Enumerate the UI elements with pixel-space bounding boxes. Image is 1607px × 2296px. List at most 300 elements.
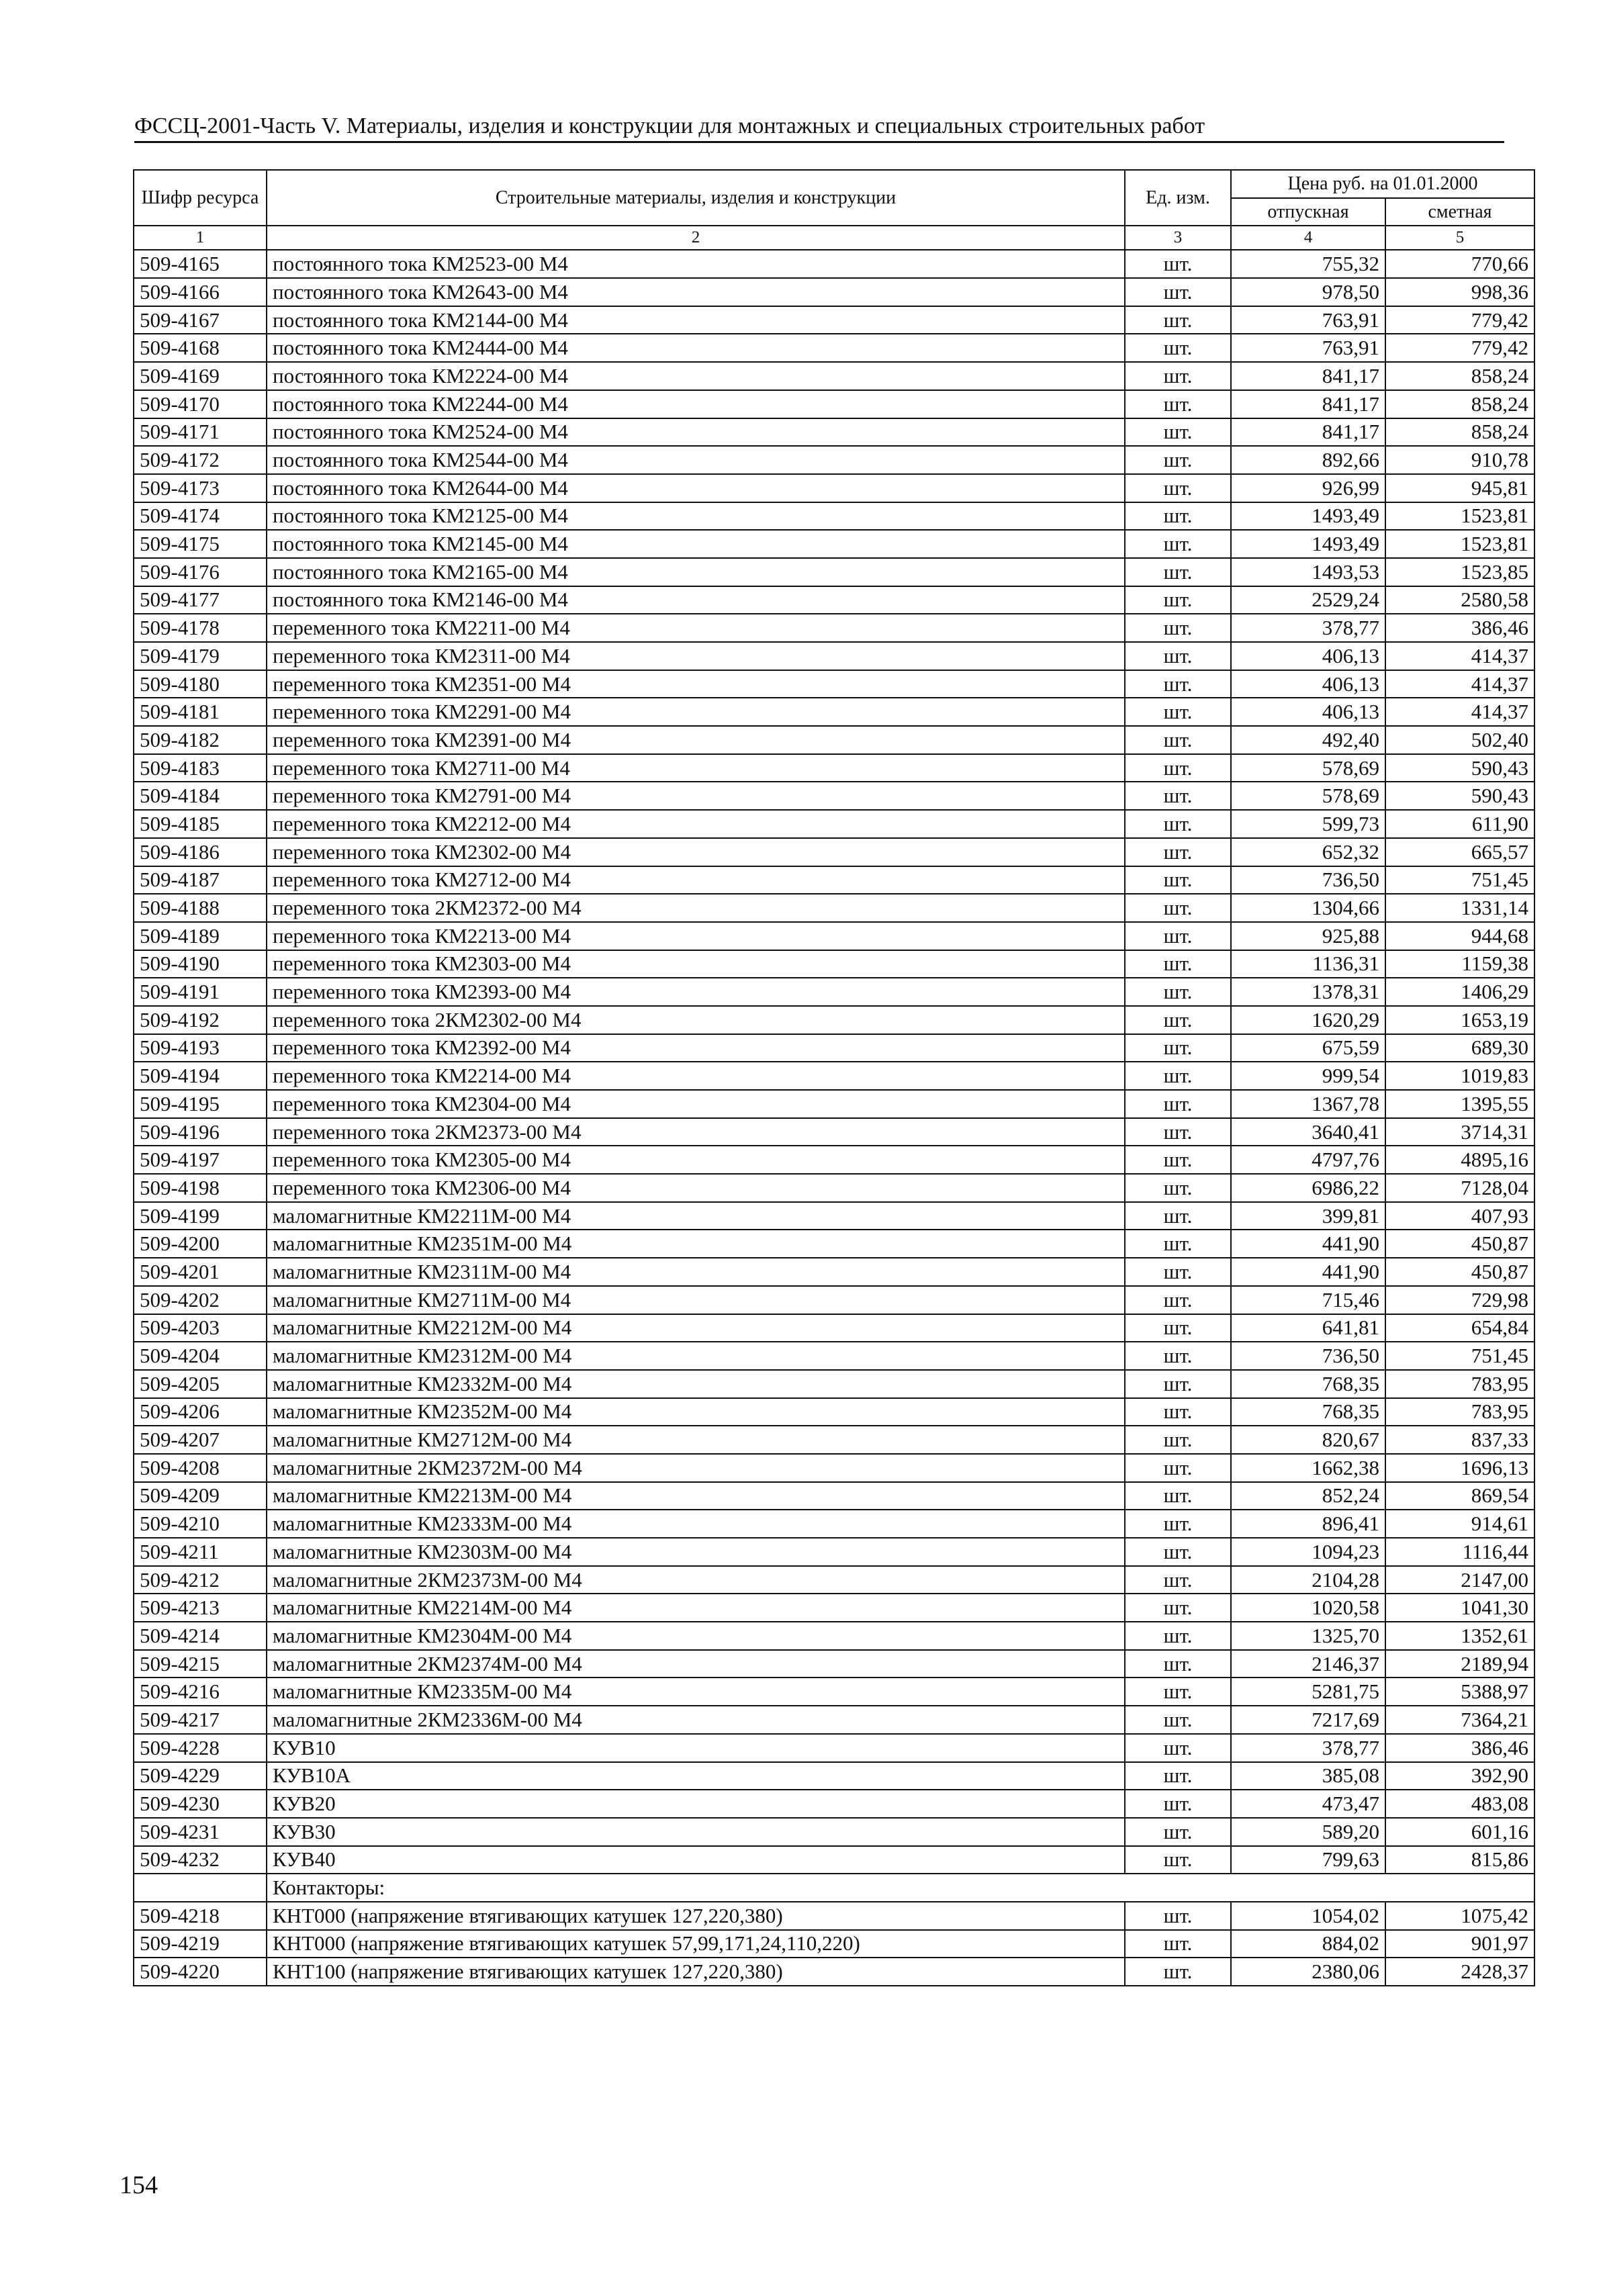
estimate-price-cell: 386,46 xyxy=(1385,614,1534,642)
page-number: 154 xyxy=(120,2171,158,2199)
estimate-price-cell: 502,40 xyxy=(1385,726,1534,754)
resource-code-cell: 509-4170 xyxy=(134,390,267,418)
material-name-cell: маломагнитные 2КМ2374М-00 М4 xyxy=(267,1650,1125,1678)
estimate-price-cell: 483,08 xyxy=(1385,1790,1534,1818)
estimate-price-cell: 3714,31 xyxy=(1385,1118,1534,1146)
release-price-cell: 2380,06 xyxy=(1231,1958,1385,1986)
release-price-cell: 589,20 xyxy=(1231,1818,1385,1846)
estimate-price-cell: 783,95 xyxy=(1385,1398,1534,1426)
resource-code-cell: 509-4230 xyxy=(134,1790,267,1818)
release-price-cell: 578,69 xyxy=(1231,754,1385,782)
release-price-cell: 399,81 xyxy=(1231,1202,1385,1230)
estimate-price-cell: 7364,21 xyxy=(1385,1706,1534,1734)
material-name-cell: маломагнитные 2КМ2336М-00 М4 xyxy=(267,1706,1125,1734)
table-row xyxy=(134,334,1534,362)
estimate-price-cell: 869,54 xyxy=(1385,1482,1534,1510)
unit-cell: шт. xyxy=(1125,1930,1231,1958)
release-price-cell: 841,17 xyxy=(1231,362,1385,390)
column-number: 3 xyxy=(1125,226,1231,250)
release-price-cell: 884,02 xyxy=(1231,1930,1385,1958)
release-price-cell: 799,63 xyxy=(1231,1846,1385,1874)
estimate-price-cell: 1523,81 xyxy=(1385,530,1534,558)
unit-cell: шт. xyxy=(1125,782,1231,810)
estimate-price-cell: 7128,04 xyxy=(1385,1174,1534,1202)
table-row xyxy=(134,1426,1534,1454)
material-name-cell: маломагнитные КМ2332М-00 М4 xyxy=(267,1370,1125,1398)
resource-code-cell: 509-4184 xyxy=(134,782,267,810)
material-name-cell: переменного тока 2КМ2373-00 М4 xyxy=(267,1118,1125,1146)
table-row xyxy=(134,1174,1534,1202)
release-price-cell: 1325,70 xyxy=(1231,1622,1385,1650)
material-name-cell: постоянного тока КМ2524-00 М4 xyxy=(267,418,1125,447)
resource-code-cell: 509-4185 xyxy=(134,810,267,838)
estimate-price-cell: 2580,58 xyxy=(1385,586,1534,614)
estimate-price-cell: 1019,83 xyxy=(1385,1062,1534,1090)
material-name-cell: переменного тока КМ2711-00 М4 xyxy=(267,754,1125,782)
table-row xyxy=(134,1006,1534,1034)
unit-cell: шт. xyxy=(1125,1174,1231,1202)
release-price-cell: 378,77 xyxy=(1231,1734,1385,1762)
estimate-price-cell: 450,87 xyxy=(1385,1230,1534,1258)
release-price-cell: 896,41 xyxy=(1231,1510,1385,1538)
release-price-cell: 473,47 xyxy=(1231,1790,1385,1818)
section-title: Контакторы: xyxy=(267,1874,1534,1902)
resource-code-cell: 509-4192 xyxy=(134,1006,267,1034)
table-row xyxy=(134,1286,1534,1314)
unit-cell: шт. xyxy=(1125,1118,1231,1146)
table-row xyxy=(134,1566,1534,1594)
table-row xyxy=(134,1034,1534,1062)
estimate-price-cell: 5388,97 xyxy=(1385,1678,1534,1706)
release-price-cell: 925,88 xyxy=(1231,922,1385,950)
estimate-price-cell: 611,90 xyxy=(1385,810,1534,838)
material-name-cell: переменного тока КМ2211-00 М4 xyxy=(267,614,1125,642)
unit-cell: шт. xyxy=(1125,1202,1231,1230)
resource-code-cell: 509-4174 xyxy=(134,502,267,531)
table-row xyxy=(134,1510,1534,1538)
resource-code-cell: 509-4216 xyxy=(134,1678,267,1706)
material-name-cell: постоянного тока КМ2544-00 М4 xyxy=(267,446,1125,474)
table-row xyxy=(134,754,1534,782)
release-price-cell: 715,46 xyxy=(1231,1286,1385,1314)
estimate-price-cell: 1696,13 xyxy=(1385,1454,1534,1482)
material-name-cell: постоянного тока КМ2145-00 М4 xyxy=(267,530,1125,558)
material-name-cell: маломагнитные КМ2352М-00 М4 xyxy=(267,1398,1125,1426)
column-number: 1 xyxy=(134,226,267,250)
unit-cell: шт. xyxy=(1125,446,1231,474)
table-row xyxy=(134,1370,1534,1398)
material-name-cell: переменного тока КМ2302-00 М4 xyxy=(267,838,1125,866)
table-row xyxy=(134,1734,1534,1762)
estimate-price-cell: 858,24 xyxy=(1385,362,1534,390)
unit-cell: шт. xyxy=(1125,418,1231,447)
unit-cell: шт. xyxy=(1125,978,1231,1006)
release-price-cell: 841,17 xyxy=(1231,418,1385,447)
unit-cell: шт. xyxy=(1125,950,1231,978)
release-price-cell: 599,73 xyxy=(1231,810,1385,838)
table-row xyxy=(134,362,1534,390)
material-name-cell: переменного тока КМ2791-00 М4 xyxy=(267,782,1125,810)
release-price-cell: 1493,53 xyxy=(1231,558,1385,586)
release-price-cell: 492,40 xyxy=(1231,726,1385,754)
resource-code-cell: 509-4212 xyxy=(134,1566,267,1594)
release-price-cell: 768,35 xyxy=(1231,1370,1385,1398)
table-row xyxy=(134,950,1534,978)
table-row xyxy=(134,1818,1534,1846)
unit-cell: шт. xyxy=(1125,698,1231,726)
unit-cell: шт. xyxy=(1125,1566,1231,1594)
resource-code-cell: 509-4196 xyxy=(134,1118,267,1146)
resource-code-cell: 509-4198 xyxy=(134,1174,267,1202)
estimate-price-cell: 407,93 xyxy=(1385,1202,1534,1230)
resource-code-cell: 509-4220 xyxy=(134,1958,267,1986)
estimate-price-cell: 901,97 xyxy=(1385,1930,1534,1958)
resource-code-cell: 509-4218 xyxy=(134,1902,267,1930)
unit-cell: шт. xyxy=(1125,1398,1231,1426)
unit-cell: шт. xyxy=(1125,530,1231,558)
section-spacer xyxy=(134,1874,267,1902)
estimate-price-cell: 590,43 xyxy=(1385,782,1534,810)
resource-code-cell: 509-4177 xyxy=(134,586,267,614)
resource-code-cell: 509-4219 xyxy=(134,1930,267,1958)
release-price-cell: 675,59 xyxy=(1231,1034,1385,1062)
estimate-price-cell: 1653,19 xyxy=(1385,1006,1534,1034)
table-row xyxy=(134,418,1534,447)
release-price-cell: 2529,24 xyxy=(1231,586,1385,614)
unit-cell: шт. xyxy=(1125,1678,1231,1706)
material-name-cell: маломагнитные КМ2335М-00 М4 xyxy=(267,1678,1125,1706)
table-row xyxy=(134,1538,1534,1566)
estimate-price-cell: 1352,61 xyxy=(1385,1622,1534,1650)
unit-cell: шт. xyxy=(1125,1230,1231,1258)
resource-code-cell: 509-4180 xyxy=(134,670,267,698)
estimate-price-cell: 770,66 xyxy=(1385,250,1534,278)
table-row xyxy=(134,1258,1534,1286)
resource-code-cell: 509-4214 xyxy=(134,1622,267,1650)
estimate-price-cell: 998,36 xyxy=(1385,278,1534,306)
resource-code-cell: 509-4202 xyxy=(134,1286,267,1314)
material-name-cell: КУВ10А xyxy=(267,1762,1125,1790)
table-row xyxy=(134,642,1534,670)
estimate-price-cell: 654,84 xyxy=(1385,1314,1534,1342)
unit-cell: шт. xyxy=(1125,642,1231,670)
resource-code-cell: 509-4183 xyxy=(134,754,267,782)
material-name-cell: КНТ000 (напряжение втягивающих катушек 127,220,380) xyxy=(267,1902,1125,1930)
unit-cell: шт. xyxy=(1125,390,1231,418)
material-name-cell: переменного тока 2КМ2372-00 М4 xyxy=(267,894,1125,922)
material-name-cell: постоянного тока КМ2224-00 М4 xyxy=(267,362,1125,390)
material-name-cell: переменного тока КМ2393-00 М4 xyxy=(267,978,1125,1006)
table-row xyxy=(134,1454,1534,1482)
estimate-price-cell: 392,90 xyxy=(1385,1762,1534,1790)
unit-cell: шт. xyxy=(1125,1314,1231,1342)
table-row xyxy=(134,1090,1534,1118)
unit-cell: шт. xyxy=(1125,838,1231,866)
table-row xyxy=(134,530,1534,558)
unit-cell: шт. xyxy=(1125,1790,1231,1818)
table-row xyxy=(134,1398,1534,1426)
release-price-cell: 1054,02 xyxy=(1231,1902,1385,1930)
unit-cell: шт. xyxy=(1125,1146,1231,1174)
material-name-cell: маломагнитные КМ2351М-00 М4 xyxy=(267,1230,1125,1258)
table-row xyxy=(134,1314,1534,1342)
estimate-price-cell: 2147,00 xyxy=(1385,1566,1534,1594)
table-row xyxy=(134,390,1534,418)
header-rule xyxy=(134,141,1504,143)
material-name-cell: постоянного тока КМ2523-00 М4 xyxy=(267,250,1125,278)
release-price-cell: 641,81 xyxy=(1231,1314,1385,1342)
release-price-cell: 755,32 xyxy=(1231,250,1385,278)
material-name-cell: маломагнитные КМ2304М-00 М4 xyxy=(267,1622,1125,1650)
release-price-cell: 2146,37 xyxy=(1231,1650,1385,1678)
header-code: Шифр ресурса xyxy=(134,170,267,226)
resource-code-cell: 509-4203 xyxy=(134,1314,267,1342)
resource-code-cell: 509-4199 xyxy=(134,1202,267,1230)
material-name-cell: КУВ20 xyxy=(267,1790,1125,1818)
resource-code-cell: 509-4179 xyxy=(134,642,267,670)
material-name-cell: маломагнитные 2КМ2373М-00 М4 xyxy=(267,1566,1125,1594)
column-number: 2 xyxy=(267,226,1125,250)
material-name-cell: постоянного тока КМ2444-00 М4 xyxy=(267,334,1125,362)
table-row xyxy=(134,306,1534,334)
estimate-price-cell: 1116,44 xyxy=(1385,1538,1534,1566)
resource-code-cell: 509-4166 xyxy=(134,278,267,306)
resource-code-cell: 509-4168 xyxy=(134,334,267,362)
table-row xyxy=(134,726,1534,754)
resource-code-cell: 509-4231 xyxy=(134,1818,267,1846)
header-name: Строительные материалы, изделия и конструкции xyxy=(267,170,1125,226)
release-price-cell: 999,54 xyxy=(1231,1062,1385,1090)
estimate-price-cell: 729,98 xyxy=(1385,1286,1534,1314)
material-name-cell: постоянного тока КМ2643-00 М4 xyxy=(267,278,1125,306)
unit-cell: шт. xyxy=(1125,1818,1231,1846)
unit-cell: шт. xyxy=(1125,1510,1231,1538)
resource-code-cell: 509-4176 xyxy=(134,558,267,586)
estimate-price-cell: 1041,30 xyxy=(1385,1594,1534,1622)
unit-cell: шт. xyxy=(1125,1090,1231,1118)
table-row xyxy=(134,1650,1534,1678)
release-price-cell: 1493,49 xyxy=(1231,530,1385,558)
resource-code-cell: 509-4211 xyxy=(134,1538,267,1566)
unit-cell: шт. xyxy=(1125,866,1231,894)
unit-cell: шт. xyxy=(1125,1258,1231,1286)
estimate-price-cell: 1395,55 xyxy=(1385,1090,1534,1118)
release-price-cell: 736,50 xyxy=(1231,1342,1385,1370)
resource-code-cell: 509-4209 xyxy=(134,1482,267,1510)
column-number: 4 xyxy=(1231,226,1385,250)
table-row xyxy=(134,838,1534,866)
table-row xyxy=(134,446,1534,474)
estimate-price-cell: 783,95 xyxy=(1385,1370,1534,1398)
resource-code-cell: 509-4188 xyxy=(134,894,267,922)
resource-code-cell: 509-4229 xyxy=(134,1762,267,1790)
estimate-price-cell: 665,57 xyxy=(1385,838,1534,866)
table-row xyxy=(134,698,1534,726)
resource-code-cell: 509-4208 xyxy=(134,1454,267,1482)
unit-cell: шт. xyxy=(1125,1958,1231,1986)
resource-code-cell: 509-4200 xyxy=(134,1230,267,1258)
table-row xyxy=(134,1202,1534,1230)
estimate-price-cell: 858,24 xyxy=(1385,418,1534,447)
release-price-cell: 441,90 xyxy=(1231,1230,1385,1258)
estimate-price-cell: 1159,38 xyxy=(1385,950,1534,978)
release-price-cell: 385,08 xyxy=(1231,1762,1385,1790)
estimate-price-cell: 779,42 xyxy=(1385,306,1534,334)
material-name-cell: маломагнитные КМ2303М-00 М4 xyxy=(267,1538,1125,1566)
resource-code-cell: 509-4175 xyxy=(134,530,267,558)
estimate-price-cell: 837,33 xyxy=(1385,1426,1534,1454)
table-row xyxy=(134,1594,1534,1622)
resource-code-cell: 509-4213 xyxy=(134,1594,267,1622)
material-name-cell: КУВ40 xyxy=(267,1846,1125,1874)
material-name-cell: переменного тока 2КМ2302-00 М4 xyxy=(267,1006,1125,1034)
resource-code-cell: 509-4215 xyxy=(134,1650,267,1678)
estimate-price-cell: 414,37 xyxy=(1385,670,1534,698)
page-header: ФССЦ-2001-Часть V. Материалы, изделия и конструкции для монтажных и специальных строительных работ xyxy=(134,113,1205,138)
resource-code-cell: 509-4165 xyxy=(134,250,267,278)
release-price-cell: 852,24 xyxy=(1231,1482,1385,1510)
unit-cell: шт. xyxy=(1125,1454,1231,1482)
table-row xyxy=(134,1482,1534,1510)
material-name-cell: маломагнитные КМ2211М-00 М4 xyxy=(267,1202,1125,1230)
table-row xyxy=(134,922,1534,950)
material-name-cell: переменного тока КМ2306-00 М4 xyxy=(267,1174,1125,1202)
estimate-price-cell: 945,81 xyxy=(1385,474,1534,502)
table-row xyxy=(134,558,1534,586)
material-name-cell: маломагнитные КМ2214М-00 М4 xyxy=(267,1594,1125,1622)
table-row xyxy=(134,1762,1534,1790)
resource-code-cell: 509-4167 xyxy=(134,306,267,334)
estimate-price-cell: 1406,29 xyxy=(1385,978,1534,1006)
material-name-cell: переменного тока КМ2305-00 М4 xyxy=(267,1146,1125,1174)
material-name-cell: переменного тока КМ2351-00 М4 xyxy=(267,670,1125,698)
release-price-cell: 1020,58 xyxy=(1231,1594,1385,1622)
unit-cell: шт. xyxy=(1125,306,1231,334)
unit-cell: шт. xyxy=(1125,1482,1231,1510)
release-price-cell: 736,50 xyxy=(1231,866,1385,894)
material-name-cell: переменного тока КМ2303-00 М4 xyxy=(267,950,1125,978)
release-price-cell: 841,17 xyxy=(1231,390,1385,418)
unit-cell: шт. xyxy=(1125,614,1231,642)
resource-code-cell: 509-4181 xyxy=(134,698,267,726)
estimate-price-cell: 914,61 xyxy=(1385,1510,1534,1538)
unit-cell: шт. xyxy=(1125,474,1231,502)
estimate-price-cell: 2189,94 xyxy=(1385,1650,1534,1678)
release-price-cell: 763,91 xyxy=(1231,306,1385,334)
material-name-cell: маломагнитные КМ2213М-00 М4 xyxy=(267,1482,1125,1510)
table-row xyxy=(134,1118,1534,1146)
estimate-price-cell: 689,30 xyxy=(1385,1034,1534,1062)
section-row xyxy=(134,1874,1534,1902)
resource-code-cell: 509-4193 xyxy=(134,1034,267,1062)
table-row xyxy=(134,1930,1534,1958)
release-price-cell: 978,50 xyxy=(1231,278,1385,306)
estimate-price-cell: 414,37 xyxy=(1385,698,1534,726)
unit-cell: шт. xyxy=(1125,278,1231,306)
estimate-price-cell: 601,16 xyxy=(1385,1818,1534,1846)
material-name-cell: переменного тока КМ2304-00 М4 xyxy=(267,1090,1125,1118)
table-row xyxy=(134,1062,1534,1090)
release-price-cell: 763,91 xyxy=(1231,334,1385,362)
table-row xyxy=(134,1706,1534,1734)
unit-cell: шт. xyxy=(1125,250,1231,278)
unit-cell: шт. xyxy=(1125,502,1231,531)
table-row xyxy=(134,782,1534,810)
unit-cell: шт. xyxy=(1125,1762,1231,1790)
material-name-cell: КНТ000 (напряжение втягивающих катушек 57,99,171,24,110,220) xyxy=(267,1930,1125,1958)
resource-code-cell: 509-4191 xyxy=(134,978,267,1006)
unit-cell: шт. xyxy=(1125,1622,1231,1650)
material-name-cell: переменного тока КМ2212-00 М4 xyxy=(267,810,1125,838)
unit-cell: шт. xyxy=(1125,1538,1231,1566)
table-row xyxy=(134,614,1534,642)
resource-code-cell: 509-4195 xyxy=(134,1090,267,1118)
resource-code-cell: 509-4228 xyxy=(134,1734,267,1762)
release-price-cell: 2104,28 xyxy=(1231,1566,1385,1594)
material-name-cell: маломагнитные КМ2311М-00 М4 xyxy=(267,1258,1125,1286)
estimate-price-cell: 944,68 xyxy=(1385,922,1534,950)
unit-cell: шт. xyxy=(1125,1286,1231,1314)
estimate-price-cell: 1331,14 xyxy=(1385,894,1534,922)
resource-code-cell: 509-4210 xyxy=(134,1510,267,1538)
release-price-cell: 1367,78 xyxy=(1231,1090,1385,1118)
table-row xyxy=(134,1622,1534,1650)
resource-code-cell: 509-4206 xyxy=(134,1398,267,1426)
unit-cell: шт. xyxy=(1125,922,1231,950)
resource-code-cell: 509-4197 xyxy=(134,1146,267,1174)
unit-cell: шт. xyxy=(1125,362,1231,390)
estimate-price-cell: 779,42 xyxy=(1385,334,1534,362)
resource-code-cell: 509-4194 xyxy=(134,1062,267,1090)
table-row xyxy=(134,278,1534,306)
table-row xyxy=(134,894,1534,922)
material-name-cell: маломагнитные 2КМ2372М-00 М4 xyxy=(267,1454,1125,1482)
release-price-cell: 1662,38 xyxy=(1231,1454,1385,1482)
release-price-cell: 406,13 xyxy=(1231,670,1385,698)
estimate-price-cell: 590,43 xyxy=(1385,754,1534,782)
table-row xyxy=(134,1146,1534,1174)
material-name-cell: постоянного тока КМ2644-00 М4 xyxy=(267,474,1125,502)
unit-cell: шт. xyxy=(1125,586,1231,614)
header-unit: Ед. изм. xyxy=(1125,170,1231,226)
resource-code-cell: 509-4190 xyxy=(134,950,267,978)
header-price-group: Цена руб. на 01.01.2000 xyxy=(1231,170,1534,198)
estimate-price-cell: 1523,81 xyxy=(1385,502,1534,531)
resource-code-cell: 509-4207 xyxy=(134,1426,267,1454)
material-name-cell: переменного тока КМ2214-00 М4 xyxy=(267,1062,1125,1090)
release-price-cell: 926,99 xyxy=(1231,474,1385,502)
release-price-cell: 578,69 xyxy=(1231,782,1385,810)
release-price-cell: 6986,22 xyxy=(1231,1174,1385,1202)
material-name-cell: КУВ10 xyxy=(267,1734,1125,1762)
unit-cell: шт. xyxy=(1125,726,1231,754)
unit-cell: шт. xyxy=(1125,1706,1231,1734)
release-price-cell: 378,77 xyxy=(1231,614,1385,642)
release-price-cell: 3640,41 xyxy=(1231,1118,1385,1146)
table-row xyxy=(134,502,1534,531)
price-table-body xyxy=(134,250,1534,1986)
resource-code-cell: 509-4232 xyxy=(134,1846,267,1874)
table-row xyxy=(134,810,1534,838)
estimate-price-cell: 2428,37 xyxy=(1385,1958,1534,1986)
table-row xyxy=(134,1846,1534,1874)
release-price-cell: 652,32 xyxy=(1231,838,1385,866)
release-price-cell: 1094,23 xyxy=(1231,1538,1385,1566)
table-row xyxy=(134,1342,1534,1370)
price-table-header xyxy=(134,170,1534,250)
resource-code-cell: 509-4217 xyxy=(134,1706,267,1734)
unit-cell: шт. xyxy=(1125,334,1231,362)
